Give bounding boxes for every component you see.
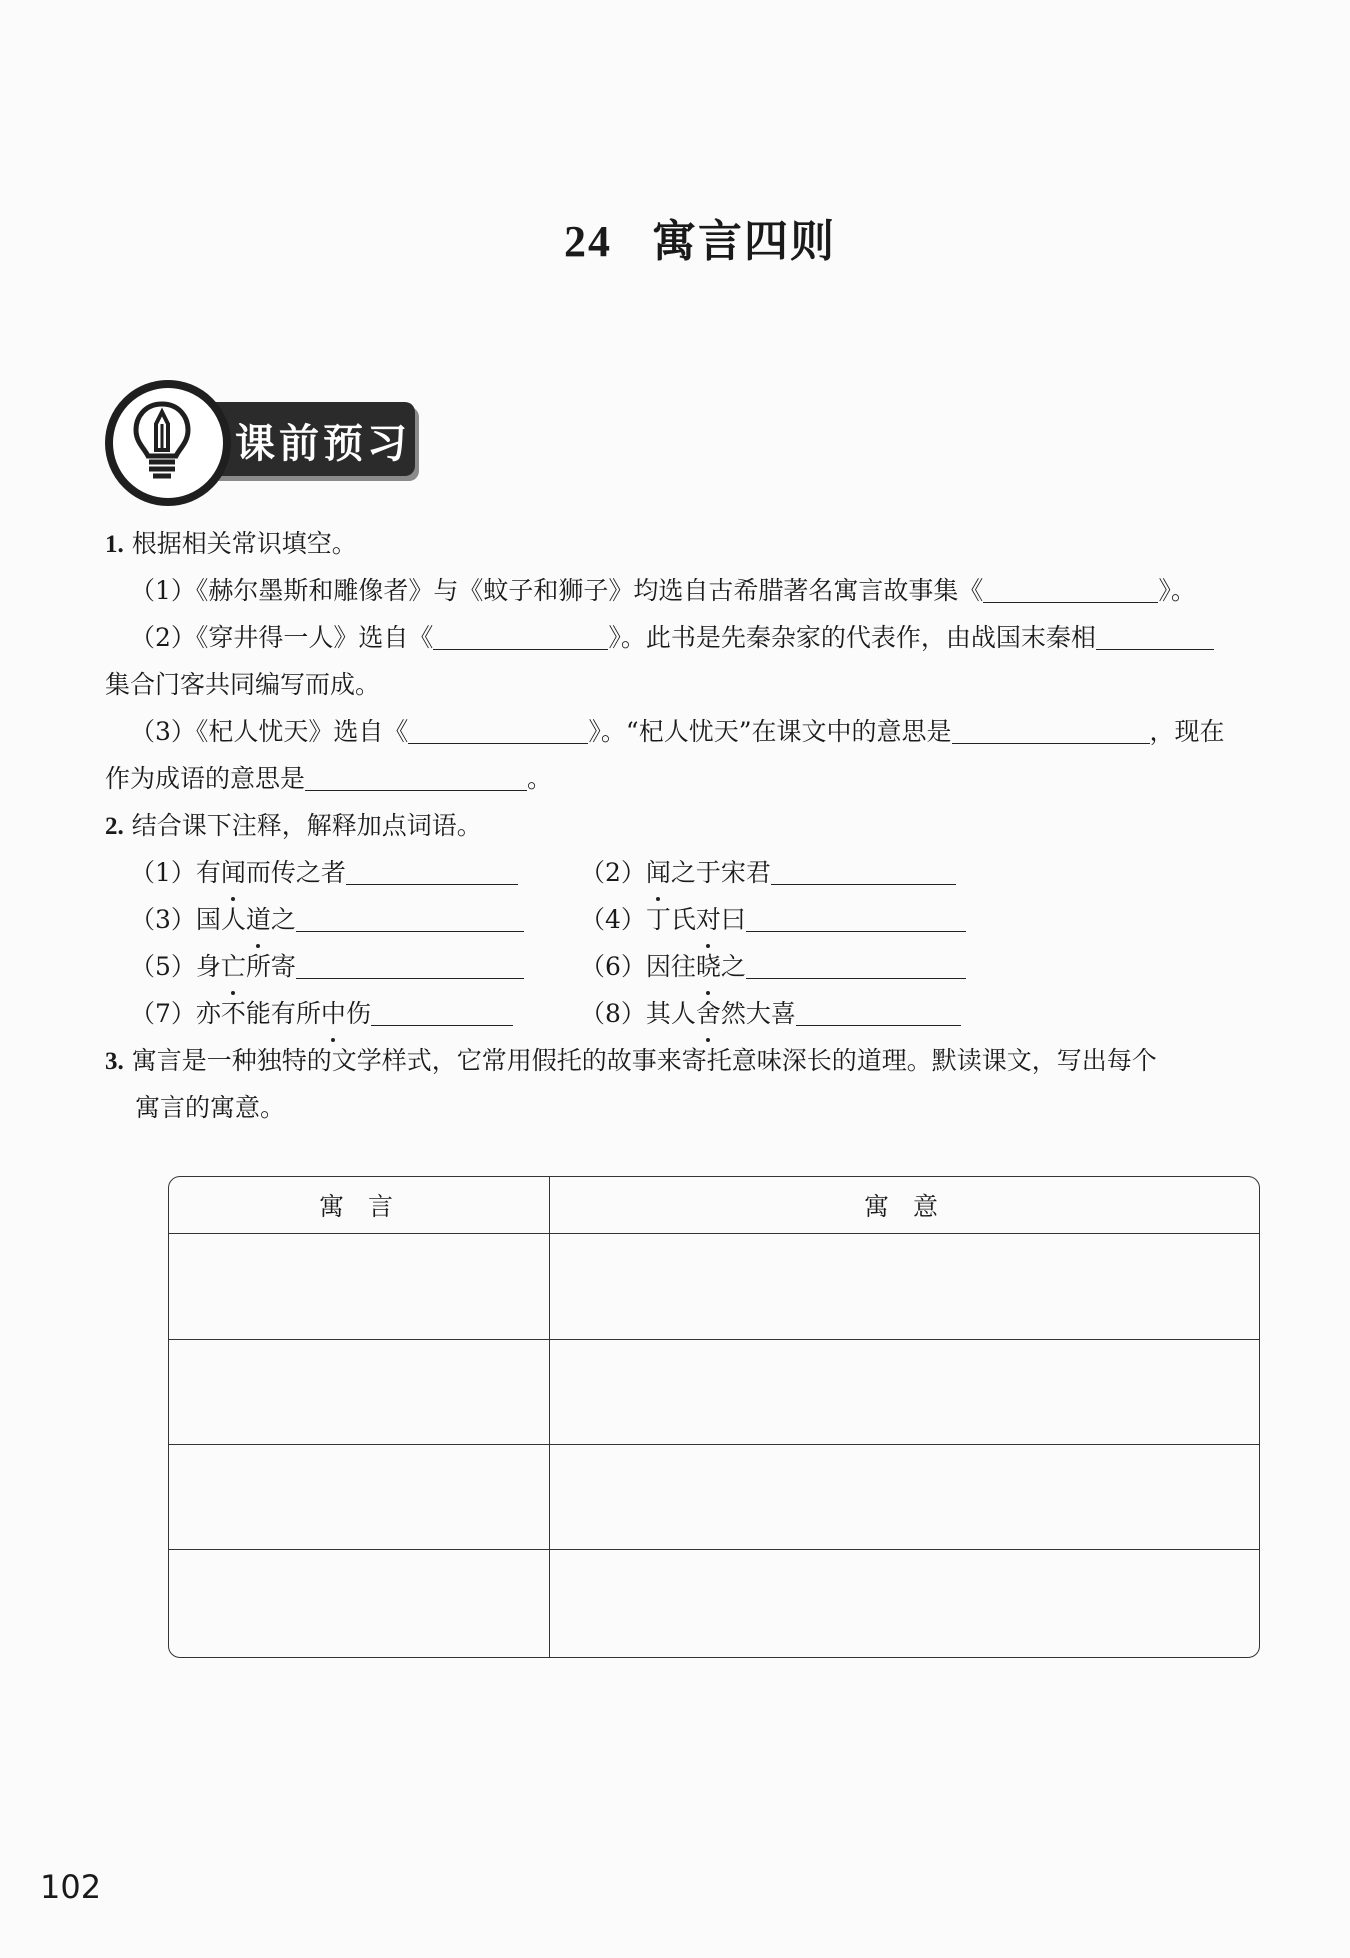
question-2-number: 2.: [105, 813, 124, 840]
question-3-text-cont: 寓言的寓意。: [135, 1093, 286, 1122]
question-3-text: 寓言是一种独特的文学样式，它常用假托的故事来寄托意味深长的道理。默读课文，写出每个: [131, 1046, 1157, 1075]
table-row-divider: [169, 1233, 1259, 1234]
question-2-item: （8）其人舍然大喜: [580, 990, 961, 1037]
section-badge: [105, 380, 420, 500]
lightbulb-pencil-icon: [105, 380, 231, 506]
lesson-number: 24: [564, 217, 612, 266]
section-label: 课前预习: [235, 421, 411, 467]
question-2-item: （2）闻之于宋君: [580, 849, 956, 896]
question-1-part-3-cont: 作为成语的意思是 。: [105, 755, 552, 802]
question-2-item: （5）身亡所寄: [130, 943, 524, 990]
fable-meaning-table: [168, 1176, 1260, 1658]
question-1-text: 根据相关常识填空。: [131, 529, 357, 558]
question-2-stem: [105, 802, 482, 850]
page-title: [0, 205, 1350, 269]
answer-blank[interactable]: [433, 619, 608, 650]
question-2-item: （3）国人道之: [130, 896, 524, 943]
answer-blank[interactable]: [771, 854, 956, 885]
question-3-number: 3.: [105, 1048, 124, 1075]
lesson-title: 寓言四则: [652, 216, 836, 267]
question-2-item: （7）亦不能有所中伤: [130, 990, 513, 1037]
answer-blank[interactable]: [796, 995, 961, 1026]
answer-blank[interactable]: [296, 948, 524, 979]
answer-blank[interactable]: [746, 901, 966, 932]
question-2-item: （6）因往晓之: [580, 943, 966, 990]
table-column-divider: [549, 1177, 550, 1657]
question-2-item: （1）有闻而传之者: [130, 849, 518, 896]
answer-blank[interactable]: [371, 995, 513, 1026]
table-header-fable: 寓言: [319, 1192, 418, 1221]
question-3-stem: [105, 1037, 1157, 1085]
question-1-part-1: （1）《赫尔墨斯和雕像者》与《蚊子和狮子》均选自古希腊著名寓言故事集《 》。: [130, 567, 1196, 614]
table-row-divider: [169, 1549, 1259, 1550]
answer-blank[interactable]: [983, 572, 1158, 603]
question-1-number: 1.: [105, 531, 124, 558]
table-row-divider: [169, 1444, 1259, 1445]
question-2-item: （4）丁氏对曰: [580, 896, 966, 943]
answer-blank[interactable]: [952, 713, 1150, 744]
question-2-text: 结合课下注释，解释加点词语。: [131, 811, 482, 840]
question-1-part-3: （3）《杞人忧天》选自《 》。“杞人忧天”在课文中的意思是 ，现在: [130, 708, 1225, 755]
question-1-stem: [105, 520, 357, 568]
table-row-divider: [169, 1339, 1259, 1340]
answer-blank[interactable]: [746, 948, 966, 979]
table-header-meaning: 寓意: [864, 1192, 963, 1221]
question-1-part-2-cont: 集合门客共同编写而成。: [105, 670, 381, 699]
answer-blank[interactable]: [346, 854, 518, 885]
answer-blank[interactable]: [408, 713, 588, 744]
answer-blank[interactable]: [1096, 619, 1214, 650]
question-1-part-2: （2）《穿井得一人》选自《 》。此书是先秦杂家的代表作，由战国末秦相: [130, 614, 1214, 661]
answer-blank[interactable]: [305, 760, 527, 791]
page-number: 102: [40, 1868, 102, 1906]
answer-blank[interactable]: [296, 901, 524, 932]
